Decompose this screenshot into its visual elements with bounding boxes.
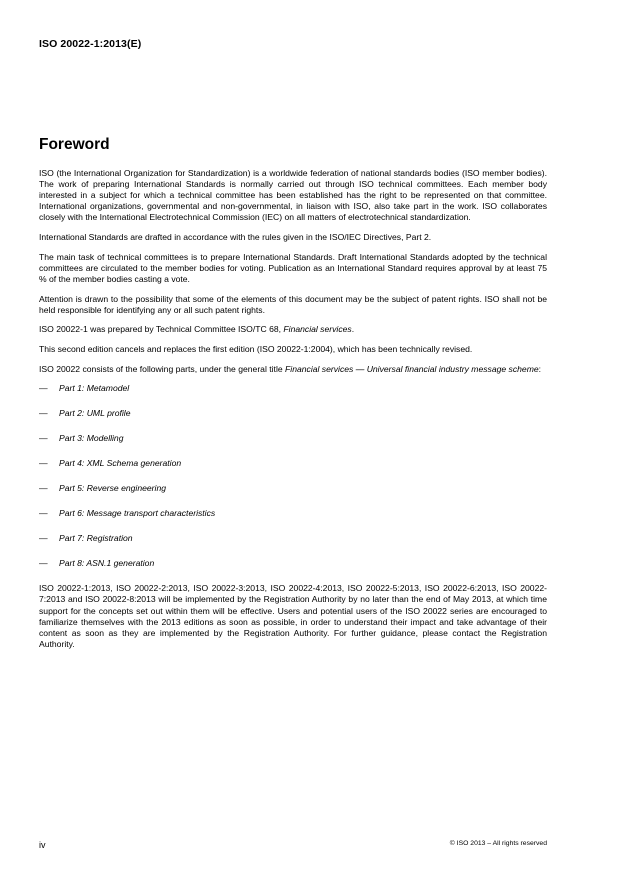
prepared-by-text: ISO 20022-1 was prepared by Technical Committee ISO/TC 68, [39,324,284,335]
list-item-label: Part 1: Metamodel [59,383,130,394]
dash-bullet: — [39,508,48,519]
parts-intro-colon: : [538,363,542,374]
dash-bullet: — [39,458,48,469]
paragraph-patent-rights: Attention is drawn to the possibility that some of the elements of this document may be the subject of patent rights. ISO shall not be held responsible for identifying any or all such patent rights. [39,293,547,315]
dash-bullet: — [39,558,48,569]
general-title: Financial services — Universal financial industry message scheme [285,363,539,374]
list-item [39,383,547,394]
parts-list [39,383,547,569]
document-id-header: ISO 20022-1:2013(E) [39,38,142,50]
paragraph-iso-intro: ISO (the International Organization for Standardization) is a worldwide federation of national standards bodies (ISO member bodies). The work of preparing International Standards is normally carried out through ISO technical committees. Each member body interested in a subject for which a technical committee has been established has the right to be represented on that committee. International organizations, governmental and non-governmental, in liaison with ISO, also take part in the work. ISO collaborates closely with the International Electrotechnical Commission (IEC) on all matters of electrotechnical standardization. [39,168,547,223]
list-item-label: Part 7: Registration [59,533,133,544]
list-item [39,508,547,519]
list-item [39,433,547,444]
prepared-by-period: . [351,324,355,335]
list-item-label: Part 4: XML Schema generation [59,458,182,469]
list-item-label: Part 6: Message transport characteristics [59,508,216,519]
list-item-label: Part 8: ASN.1 generation [59,558,155,569]
dash-bullet: — [39,483,48,494]
list-item-label: Part 3: Modelling [59,433,124,444]
list-item [39,408,547,419]
paragraph-parts-intro [39,364,547,375]
paragraph-second-edition: This second edition cancels and replaces the first edition (ISO 20022-1:2004), which has been technically revised. [39,344,473,355]
paragraph-prepared-by [39,324,547,335]
list-item-label: Part 2: UML profile [59,408,131,419]
list-item [39,558,547,569]
dash-bullet: — [39,383,48,394]
page-title: Foreword [39,136,110,153]
list-item [39,533,547,544]
foreword-body [39,168,547,659]
copyright-notice: © ISO 2013 – All rights reserved [449,840,547,847]
list-item [39,483,547,494]
parts-intro-text: ISO 20022 consists of the following parts, under the general title [39,363,286,374]
dash-bullet: — [39,408,48,419]
list-item-label: Part 5: Reverse engineering [59,483,167,494]
dash-bullet: — [39,533,48,544]
dash-bullet: — [39,433,48,444]
paragraph-implementation: ISO 20022-1:2013, ISO 20022-2:2013, ISO 20022-3:2013, ISO 20022-4:2013, ISO 20022-5:2013, ISO 20022-6:2013, ISO 20022-7:2013 and ISO 20022-8:2013 will be implemented by the Registration Authority by no later than the end of May 2013, at which time support for the concepts set out within them will be effective. Users and potential users of the ISO 20022 series are encouraged to familiarize themselves with the 2013 editions as soon as possible, in order to understand their impact and take advantage of their content as soon as they are implemented by the Registration Authority. For further guidance, please contact the Registration Authority. [39,583,547,649]
paragraph-directives: International Standards are drafted in accordance with the rules given in the ISO/IEC Directives, Part 2. [39,232,432,243]
page-number: iv [39,840,46,850]
paragraph-technical-committees: The main task of technical committees is to prepare International Standards. Draft International Standards adopted by the technical committees are circulated to the member bodies for voting. Publication as an International Standard requires approval by at least 75 % of the member bodies casting a vote. [39,251,547,284]
committee-title: Financial services [283,324,352,335]
list-item [39,458,547,469]
